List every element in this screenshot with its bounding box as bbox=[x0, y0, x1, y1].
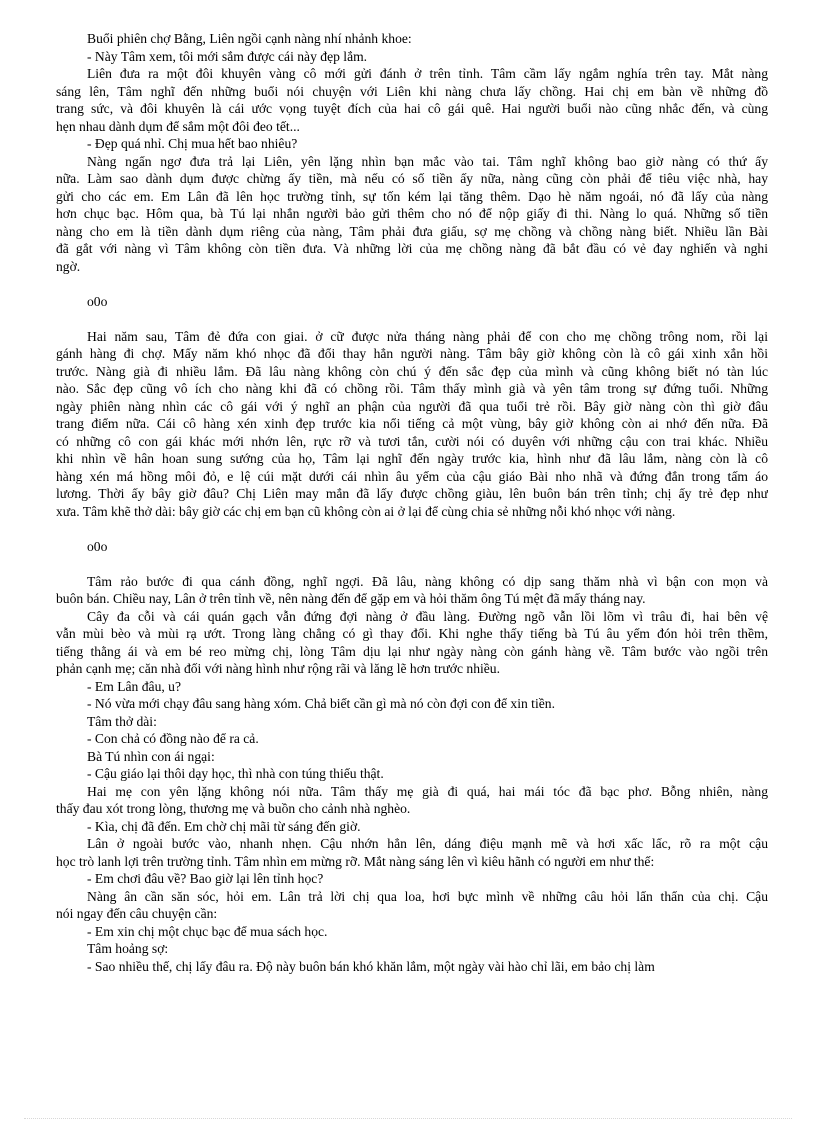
text-line: Tâm rảo bước đi qua cánh đồng, nghĩ ngợi. Đã lâu, nàng không có dịp sang thăm nhà vì bận con mọn và bbox=[87, 573, 768, 589]
text-line: Cây đa cỗi và cái quán gạch vẫn đứng đợi nàng ở đầu làng. Đường ngõ vẫn lồi lõm vì trâu đi, hai bên vệ bbox=[87, 608, 768, 624]
text-line: Nàng ân cần săn sóc, hỏi em. Lân trả lời chị qua loa, hơi bực mình về những câu hỏi lẩn thẩn của chị. Cậu bbox=[87, 888, 768, 904]
text-line: nào. Sắc đẹp cũng vô ích cho nàng khi đã có chồng rồi. Tâm thấy mình già và yên tâm trong sự đứng tuổi. Những bbox=[56, 381, 768, 396]
text-line: phản cạnh mẹ; căn nhà đối với nàng hình như rộng rãi và lăng lẽ hơn trước nhiều. bbox=[56, 661, 500, 676]
blank-line bbox=[56, 555, 768, 573]
text-line: - Em xin chị một chục bạc để mua sách học. bbox=[87, 923, 328, 939]
text-line: - Em Lân đâu, u? bbox=[87, 678, 181, 694]
text-line: hẹn nhau dành dụm để sắm một đôi đeo tết... bbox=[56, 118, 300, 134]
text-line: - Sao nhiều thế, chị lấy đâu ra. Độ này buôn bán khó khăn lắm, một ngày vài hào chỉ lãi, em bảo chị làm bbox=[87, 958, 655, 974]
text-line: - Đẹp quá nhỉ. Chị mua hết bao nhiêu? bbox=[87, 136, 298, 151]
text-line: có những cô con gái khác mới nhớn lên, rực rỡ và tươi tắn, cười nói có duyên với những cậu con trai khác. Nhiều bbox=[56, 433, 768, 449]
text-line: Buổi phiên chợ Bằng, Liên ngồi cạnh nàng nhí nhảnh khoe: bbox=[87, 31, 412, 46]
text-line: - Nó vừa mới chạy đâu sang hàng xóm. Chả biết cần gì mà nó còn đợi con để xin tiền. bbox=[87, 696, 555, 711]
text-line: nữa. Làm sao dành dụm được chừng ấy tiền, mà nếu có số tiền ấy nữa, nàng cũng còn phải để tiêu việc nhà, hay bbox=[56, 171, 768, 186]
text-line: buôn bán. Chiều nay, Lân ở trên tỉnh về, nên nàng đến để gặp em và hỏi thăm ông Tú mệt đã mấy tháng nay. bbox=[56, 591, 646, 606]
text-line: - Con chả có đồng nào để ra cả. bbox=[87, 731, 259, 746]
text-line: tiếng thằng ái và em bé reo mừng chị, lòng Tâm dịu lại như ngày nàng còn gánh hàng về. Tâm bước vào ngồi trên bbox=[56, 643, 768, 659]
text-line: trước. Nàng già đi nhiều lắm. Đã lâu nàng không còn chú ý đến sắc đẹp của mình và cũng không biết nó tàn lúc bbox=[56, 363, 768, 379]
text-line: gánh hàng đi chợ. Mấy năm khó nhọc đã đổi thay hẳn người nàng. Tâm bây giờ không còn là cô gái xinh xắn hồi bbox=[56, 346, 768, 361]
text-line: - Này Tâm xem, tôi mới sắm được cái này đẹp lắm. bbox=[87, 48, 368, 64]
text-line: học trò lanh lợi trên trường tỉnh. Tâm nhìn em mừng rỡ. Mắt nàng sáng lên vì kiêu hãnh có người em như thế: bbox=[56, 853, 655, 869]
blank-line bbox=[56, 520, 768, 538]
text-line: thấy đau xót trong lòng, thương mẹ và buồn cho cảnh nhà nghèo. bbox=[56, 801, 411, 816]
text-line: - Em chơi đâu về? Bao giờ lại lên tỉnh học? bbox=[87, 871, 324, 886]
text-line: lương. Thời ấy bây giờ đâu? Chị Liên may mắn đã lấy được chồng giàu, lên buôn bán trên tỉnh; chị ấy trẻ đẹp như bbox=[56, 486, 768, 501]
text-line: ngày phiên nàng nhìn các cô gái với ý nghĩ an phận của người đã qua tuổi trẻ rồi. Bây giờ nàng còn thì giờ đâu bbox=[56, 398, 768, 414]
text-line: - Cậu giáo lại thôi dạy học, thì nhà con túng thiếu thật. bbox=[87, 766, 384, 781]
text-line: sáng lên, Tâm nghĩ đến những buổi nói chuyện với Liên khi nàng chưa lấy chồng. Hai chị em bàn về những đồ bbox=[56, 83, 768, 99]
text-line: Liên đưa ra một đôi khuyên vàng cô mới gửi đánh ở trên tỉnh. Tâm cầm lấy ngắm nghía trên tay. Mắt nàng bbox=[87, 66, 768, 81]
text-line: Tâm thở dài: bbox=[87, 713, 157, 729]
text-line: vẫn mùi bèo và mùi rạ ướt. Trong làng chẳng có gì thay đổi. Khi nghe thấy tiếng bà Tú âu yếm đón hỏi trên thềm, bbox=[56, 626, 768, 641]
text-line: trang sức, và đôi khuyên là cái ước vọng tuyệt đích của hai cô gái quê. Hai người buổi nào cũng nhắc đến, và cùng bbox=[56, 101, 768, 116]
text-line: ngờ. bbox=[56, 258, 81, 274]
blank-line bbox=[56, 310, 768, 328]
text-line: trang điểm nữa. Cái cô hàng xén xinh đẹp trước kia nổi tiếng cả một vùng, bây giờ không còn ai nhớ đến nữa. Đã bbox=[56, 416, 768, 431]
text-line: Nàng ngẩn ngơ đưa trả lại Liên, yên lặng nhìn bạn mắc vào tai. Tâm nghĩ không bao giờ nàng có thứ ấy bbox=[87, 153, 768, 169]
text-line: hơn chục bạc. Hôm qua, bà Tú lại nhắn người bảo gửi thêm cho nó để nộp giấy đi thi. Nàng lo quá. Những số tiền bbox=[56, 206, 768, 221]
page-bottom-divider bbox=[24, 1118, 792, 1119]
text-line: Hai năm sau, Tâm đẻ đứa con giai. ở cữ được nửa tháng nàng phải để con cho mẹ chồng trông nom, rồi lại bbox=[87, 328, 768, 344]
text-line: Tâm hoảng sợ: bbox=[87, 941, 169, 956]
text-line: gửi cho các em. Em Lân đã lên học trường tỉnh, sự tốn kém lại tăng thêm. Dạo hè năm ngoái, nó đã lấy của nàng bbox=[56, 188, 768, 204]
section-separator: o0o bbox=[87, 293, 108, 309]
text-line: Hai mẹ con yên lặng không nói nữa. Tâm thấy mẹ già đi quá, hai mái tóc đã bạc phơ. Bỗng nhiên, nàng bbox=[87, 783, 768, 799]
text-line: nói ngay đến câu chuyện cần: bbox=[56, 906, 218, 921]
text-line: đã gắt với nàng vì Tâm không còn tiền đưa. Và những lời của mẹ chồng nàng đã bắt đầu có vẻ đay nghiến và nghi bbox=[56, 241, 768, 256]
text-line: - Kìa, chị đã đến. Em chờ chị mãi từ sáng đến giờ. bbox=[87, 818, 361, 834]
story-text bbox=[56, 30, 768, 975]
text-line: Lân ở ngoài bước vào, nhanh nhẹn. Cậu nhớn hẳn lên, dáng điệu mạnh mẽ và hơi xấc lấc, rõ ra một cậu bbox=[87, 836, 768, 851]
text-line: khi nhìn về hân hoan sung sướng của họ, Tâm lại nghĩ đến ngày trước kia, hình như đã lâu lắm, nàng còn là cô bbox=[56, 451, 768, 466]
text-line: xưa. Tâm khẽ thở dài: bây giờ các chị em bạn cũ không còn ai ở lại để cùng chia sẻ những nỗi khó nhọc với nàng. bbox=[56, 503, 676, 519]
text-line: Bà Tú nhìn con ái ngại: bbox=[87, 748, 215, 764]
text-line: nàng cho em là tiền dành dụm riêng của nàng, Tâm phải đưa giấu, sợ mẹ chồng và chồng nàng biết. Nhiều lần Bài bbox=[56, 223, 768, 239]
text-line: hàng xén má hồng môi đỏ, e lệ cúi mặt dưới cái nhìn âu yếm của cậu giáo Bài nho nhã và đứng đắn trong tấm áo bbox=[56, 468, 768, 484]
section-separator: o0o bbox=[87, 538, 108, 554]
blank-line bbox=[56, 275, 768, 293]
